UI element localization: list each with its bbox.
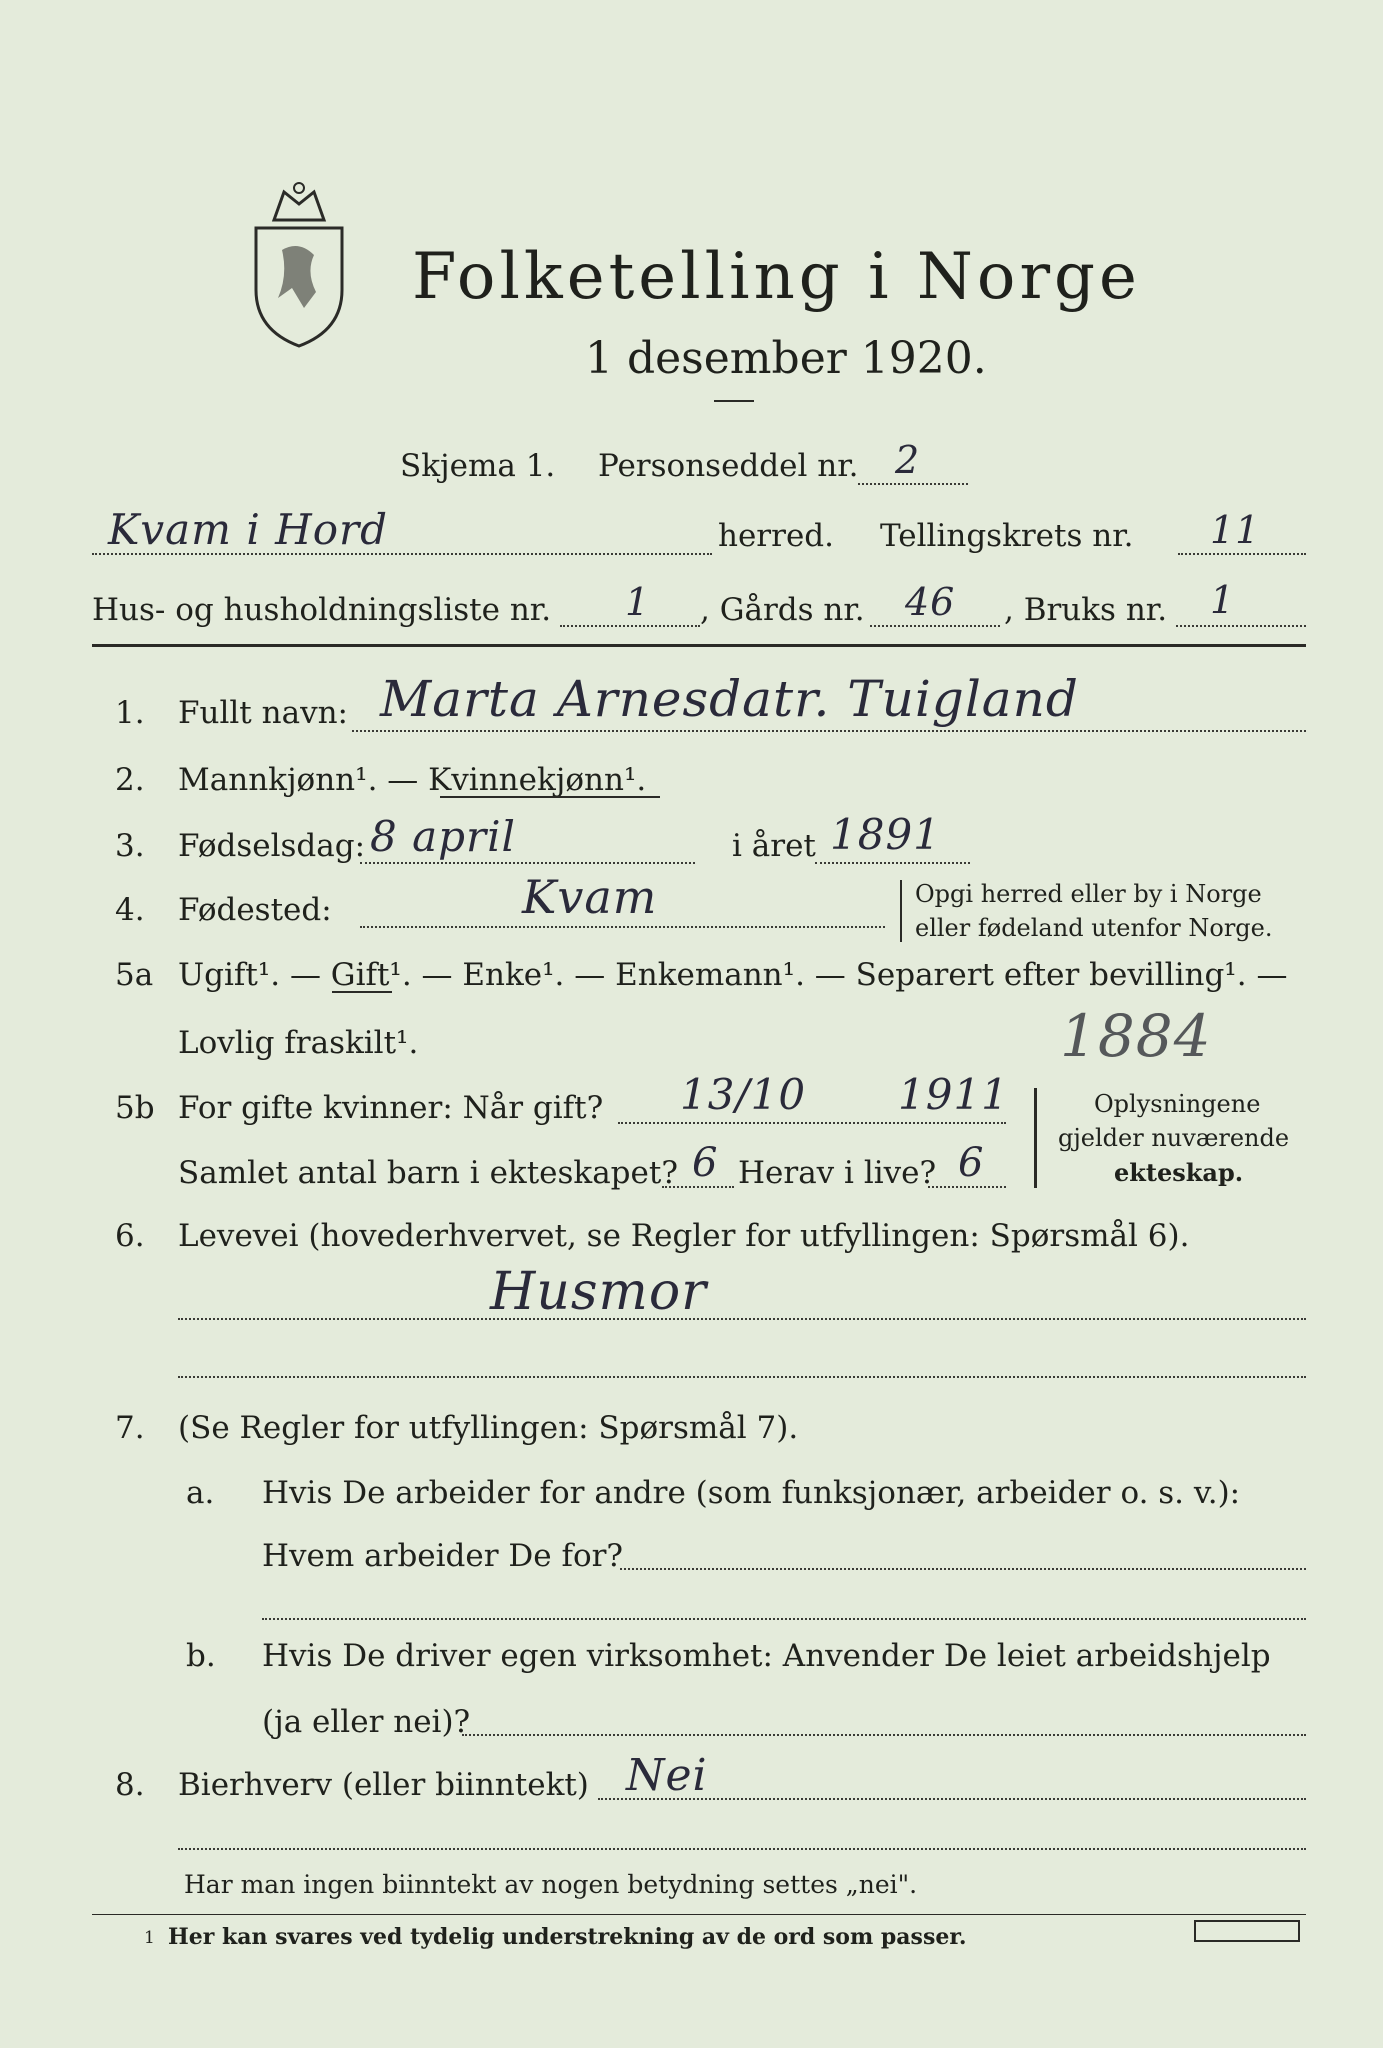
gards-value: 46 [905, 580, 956, 624]
q5a-number: 5a [115, 957, 154, 993]
q7-label: (Se Regler for utfyllingen: Spørsmål 7). [178, 1410, 799, 1446]
q4-number: 4. [115, 892, 145, 928]
q4-note-brace [900, 880, 902, 942]
q4-value: Kvam [522, 870, 658, 924]
q5b-children-value: 6 [692, 1140, 719, 1186]
q3-year-value: 1891 [830, 810, 941, 859]
footnote-main: Har man ingen biinntekt av nogen betydning settes „nei". [184, 1870, 918, 1899]
q2-label: Mannkjønn¹. — Kvinnekjønn¹. [178, 762, 647, 798]
q7-number: 7. [115, 1410, 145, 1446]
q5b-note-line3: ekteskap. [1114, 1158, 1244, 1187]
personseddel-value: 2 [895, 438, 921, 482]
q3-number: 3. [115, 828, 145, 864]
q6-number: 6. [115, 1218, 145, 1254]
printer-stamp [1194, 1920, 1300, 1942]
q5b-alive-label: Herav i live? [738, 1155, 937, 1191]
husliste-value: 1 [625, 580, 651, 624]
q4-line [360, 926, 885, 928]
tellingskrets-value: 11 [1210, 508, 1261, 552]
q4-label: Fødested: [178, 892, 332, 928]
gards-label: , Gårds nr. [700, 592, 865, 628]
bruks-value: 1 [1210, 578, 1236, 622]
norway-coat-of-arms-icon [244, 180, 354, 350]
q7b-line-answer [462, 1734, 1306, 1736]
q3-day-value: 8 april [370, 812, 516, 861]
q5b-date-value: 13/10 [680, 1070, 807, 1119]
q4-note-line2: eller fødeland utenfor Norge. [915, 914, 1273, 942]
husliste-line [560, 625, 700, 627]
q8-number: 8. [115, 1767, 145, 1803]
q5b-number: 5b [115, 1090, 155, 1126]
q7b-letter: b. [186, 1638, 216, 1674]
q7b-line2: (ja eller nei)? [262, 1704, 471, 1740]
herred-label: herred. [718, 518, 834, 554]
q5b-children-line [662, 1186, 734, 1188]
q3-day-line [360, 862, 695, 864]
q8-value: Nei [626, 1750, 708, 1801]
q3-year-line [815, 862, 970, 864]
q8-label: Bierhverv (eller biinntekt) [178, 1767, 589, 1803]
q5b-note-line1: Oplysningene [1094, 1090, 1261, 1118]
q1-value: Marta Arnesdatr. Tuigland [380, 670, 1079, 728]
herred-value: Kvam i Hord [108, 505, 388, 554]
q5a-line1: Ugift¹. — Gift¹. — Enke¹. — Enkemann¹. — Separert efter bevilling¹. — [178, 957, 1288, 993]
bruks-label: , Bruks nr. [1004, 592, 1168, 628]
footnote-mark: 1 [144, 1928, 155, 1948]
footnote-text: Her kan svares ved tydelig understrekning av de ord som passer. [168, 1924, 967, 1950]
q6-line1 [178, 1318, 1306, 1320]
q1-number: 1. [115, 695, 145, 731]
q1-label: Fullt navn: [178, 695, 348, 731]
q7a-line-extra [262, 1618, 1306, 1620]
q3-year-label: i året [732, 828, 816, 864]
husliste-label: Hus- og husholdningsliste nr. [92, 592, 552, 628]
footnote-divider [92, 1914, 1306, 1915]
q6-value: Husmor [490, 1262, 707, 1322]
q4-note-line1: Opgi herred eller by i Norge [915, 880, 1262, 908]
q3-label: Fødselsdag: [178, 828, 366, 864]
q5b-alive-line [928, 1186, 1006, 1188]
q5b-date-line [618, 1122, 1006, 1124]
q5a-annotation: 1884 [1060, 1002, 1212, 1070]
q5b-label1: For gifte kvinner: Når gift? [178, 1090, 604, 1126]
bruks-line [1176, 625, 1306, 627]
q7a-line2: Hvem arbeider De for? [262, 1538, 624, 1574]
gards-line [870, 625, 1000, 627]
q5a-underline-gift [332, 991, 392, 993]
q5b-label2: Samlet antal barn i ekteskapet? [178, 1155, 678, 1191]
q2-underline-kvinnekjonn [440, 796, 660, 798]
q1-line [352, 730, 1306, 732]
q5b-year-value: 1911 [898, 1070, 1009, 1119]
herred-line [92, 553, 712, 555]
schema-label: Skjema 1. [400, 448, 556, 484]
q7a-line-answer [620, 1568, 1306, 1570]
tellingskrets-label: Tellingskrets nr. [880, 518, 1134, 554]
q8-line-extra [178, 1848, 1306, 1850]
q5b-alive-value: 6 [958, 1140, 985, 1186]
q5b-note-brace [1034, 1088, 1037, 1188]
title-divider [714, 400, 754, 402]
census-date: 1 desember 1920. [585, 333, 987, 384]
personseddel-line [858, 483, 968, 485]
personseddel-label: Personseddel nr. [598, 448, 859, 484]
section-divider [92, 644, 1306, 647]
q6-label: Levevei (hovederhvervet, se Regler for utfyllingen: Spørsmål 6). [178, 1218, 1190, 1254]
tellingskrets-line [1178, 553, 1306, 555]
q2-number: 2. [115, 762, 145, 798]
form-title: Folketelling i Norge [412, 240, 1141, 314]
q7a-letter: a. [186, 1475, 215, 1511]
q5a-line2: Lovlig fraskilt¹. [178, 1025, 419, 1061]
q7a-line1: Hvis De arbeider for andre (som funksjonær, arbeider o. s. v.): [262, 1475, 1241, 1511]
q7b-line1: Hvis De driver egen virksomhet: Anvender De leiet arbeidshjelp [262, 1638, 1271, 1674]
q6-line2 [178, 1376, 1306, 1378]
q5b-note-line2: gjelder nuværende [1058, 1124, 1290, 1152]
